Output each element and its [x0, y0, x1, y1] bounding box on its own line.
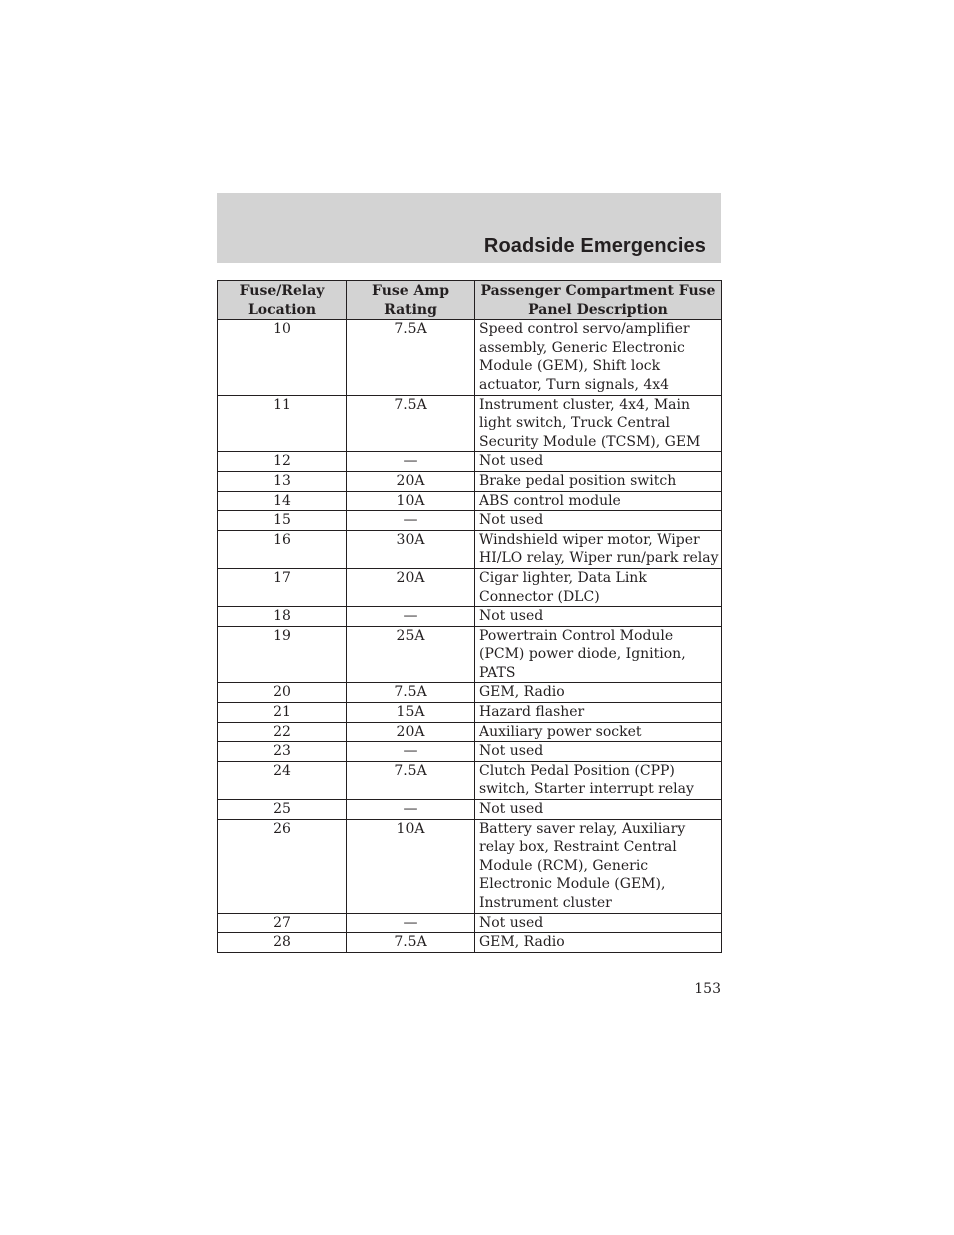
column-header-rating [347, 281, 475, 320]
table-row [218, 761, 722, 799]
fuse-description-cell: Not used [475, 511, 722, 531]
fuse-location-cell: 20 [218, 683, 347, 703]
fuse-rating-cell: 7.5A [347, 320, 475, 395]
fuse-description-cell: Not used [475, 913, 722, 933]
fuse-location-cell: 17 [218, 568, 347, 606]
fuse-location-cell: 25 [218, 800, 347, 820]
page-number: 153 [694, 981, 721, 997]
column-header-line: Passenger Compartment Fuse [480, 283, 716, 299]
fuse-rating-cell: 10A [347, 491, 475, 511]
fuse-location-cell: 13 [218, 471, 347, 491]
fuse-location-cell: 16 [218, 530, 347, 568]
fuse-description-cell: Not used [475, 607, 722, 627]
column-header-line: Rating [384, 301, 437, 318]
table-row [218, 683, 722, 703]
fuse-location-cell: 24 [218, 761, 347, 799]
fuse-rating-cell: — [347, 800, 475, 820]
fuse-location-cell: 27 [218, 913, 347, 933]
table-row [218, 819, 722, 913]
table-header-row [218, 281, 722, 320]
fuse-location-cell: 22 [218, 722, 347, 742]
fuse-description-cell: Not used [475, 800, 722, 820]
fuse-location-cell: 19 [218, 626, 347, 683]
column-header-line: Panel Description [528, 301, 668, 318]
fuse-location-cell: 28 [218, 933, 347, 953]
table-row [218, 742, 722, 762]
fuse-rating-cell: 7.5A [347, 683, 475, 703]
fuse-location-cell: 12 [218, 452, 347, 472]
table-row [218, 491, 722, 511]
fuse-rating-cell: 20A [347, 722, 475, 742]
fuse-description-cell: Not used [475, 742, 722, 762]
fuse-rating-cell: 7.5A [347, 933, 475, 953]
table-row [218, 933, 722, 953]
section-title: Roadside Emergencies [483, 235, 706, 257]
fuse-description-cell: Cigar lighter, Data Link Connector (DLC) [475, 568, 722, 606]
table-row [218, 452, 722, 472]
column-header-line: Location [247, 301, 317, 318]
fuse-location-cell: 26 [218, 819, 347, 913]
fuse-description-cell: GEM, Radio [475, 683, 722, 703]
fuse-rating-cell: 15A [347, 703, 475, 723]
table-row [218, 703, 722, 723]
table-row [218, 913, 722, 933]
fuse-description-cell: Instrument cluster, 4x4, Main light switch, Truck Central Security Module (TCSM), GEM [475, 395, 722, 452]
table-row [218, 320, 722, 395]
table-row [218, 471, 722, 491]
fuse-table [217, 280, 722, 953]
table-row [218, 511, 722, 531]
fuse-location-cell: 10 [218, 320, 347, 395]
fuse-location-cell: 14 [218, 491, 347, 511]
fuse-description-cell: Powertrain Control Module (PCM) power diode, Ignition, PATS [475, 626, 722, 683]
fuse-rating-cell: — [347, 607, 475, 627]
column-header-location [218, 281, 347, 320]
fuse-rating-cell: 20A [347, 471, 475, 491]
fuse-description-cell: Not used [475, 452, 722, 472]
table-row [218, 722, 722, 742]
column-header-description [475, 281, 722, 320]
fuse-rating-cell: — [347, 913, 475, 933]
table-row [218, 626, 722, 683]
fuse-rating-cell: 25A [347, 626, 475, 683]
fuse-location-cell: 15 [218, 511, 347, 531]
fuse-description-cell: Speed control servo/amplifier assembly, Generic Electronic Module (GEM), Shift lock actuator, Turn signals, 4x4 [475, 320, 722, 395]
fuse-location-cell: 18 [218, 607, 347, 627]
fuse-description-cell: Windshield wiper motor, Wiper HI/LO relay, Wiper run/park relay [475, 530, 722, 568]
fuse-description-cell: Hazard flasher [475, 703, 722, 723]
table-row [218, 530, 722, 568]
table-row [218, 568, 722, 606]
fuse-rating-cell: 30A [347, 530, 475, 568]
fuse-location-cell: 21 [218, 703, 347, 723]
column-header-line: Fuse Amp [372, 283, 449, 299]
fuse-description-cell: GEM, Radio [475, 933, 722, 953]
fuse-rating-cell: 7.5A [347, 761, 475, 799]
fuse-rating-cell: 10A [347, 819, 475, 913]
fuse-description-cell: Brake pedal position switch [475, 471, 722, 491]
column-header-line: Fuse/Relay [239, 283, 325, 299]
table-row [218, 800, 722, 820]
fuse-description-cell: ABS control module [475, 491, 722, 511]
fuse-location-cell: 11 [218, 395, 347, 452]
fuse-rating-cell: 7.5A [347, 395, 475, 452]
fuse-rating-cell: — [347, 452, 475, 472]
fuse-rating-cell: — [347, 511, 475, 531]
table-body [218, 320, 722, 953]
table-header [218, 281, 722, 320]
table-row [218, 395, 722, 452]
fuse-rating-cell: — [347, 742, 475, 762]
fuse-location-cell: 23 [218, 742, 347, 762]
fuse-description-cell: Clutch Pedal Position (CPP) switch, Starter interrupt relay [475, 761, 722, 799]
section-header [217, 193, 721, 263]
table-row [218, 607, 722, 627]
fuse-rating-cell: 20A [347, 568, 475, 606]
fuse-description-cell: Battery saver relay, Auxiliary relay box, Restraint Central Module (RCM), Generic Electronic Module (GEM), Instrument cluster [475, 819, 722, 913]
fuse-description-cell: Auxiliary power socket [475, 722, 722, 742]
